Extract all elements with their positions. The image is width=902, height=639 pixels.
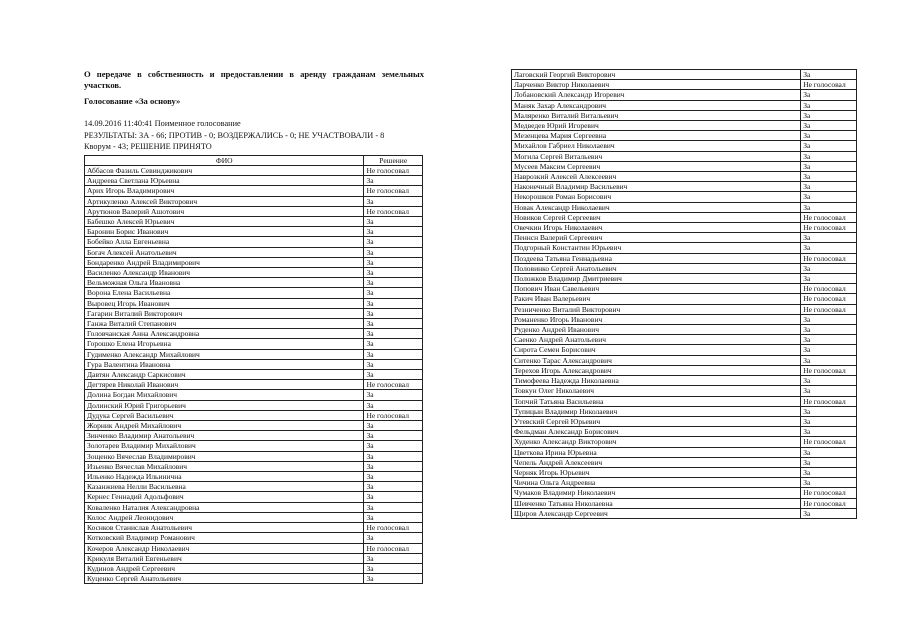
deputy-name-cell: Казанжиева Нелли Васильевна — [85, 482, 364, 492]
table-row — [512, 467, 857, 477]
decision-cell: За — [801, 151, 857, 161]
decision-cell: За — [364, 217, 423, 227]
decision-cell: За — [364, 329, 423, 339]
decision-cell: За — [364, 512, 423, 522]
table-row — [85, 482, 423, 492]
vote-datetime — [84, 119, 424, 130]
right-column — [511, 69, 857, 519]
table-row — [85, 268, 423, 278]
table-row — [85, 206, 423, 216]
deputy-name-cell: Андреева Светлана Юрьевна — [85, 176, 364, 186]
table-row — [512, 161, 857, 171]
decision-cell: Не голосовал — [801, 488, 857, 498]
deputy-name-cell: Зинченко Владимир Анатольевич — [85, 431, 364, 441]
decision-cell: За — [364, 370, 423, 380]
deputy-name-cell: Арих Игорь Владимирович — [85, 186, 364, 196]
table-row — [512, 406, 857, 416]
decision-cell: За — [364, 482, 423, 492]
deputy-name-cell: Пеннсн Валерий Сергеевич — [512, 233, 801, 243]
decision-cell: Не голосовал — [801, 437, 857, 447]
decision-cell: За — [801, 508, 857, 518]
table-row — [85, 359, 423, 369]
deputy-name-cell: Товкун Олег Николаевич — [512, 386, 801, 396]
deputy-name-cell: Выровец Игорь Иванович — [85, 298, 364, 308]
table-row — [85, 237, 423, 247]
decision-cell: Не голосовал — [801, 253, 857, 263]
table-row — [85, 512, 423, 522]
decision-cell: За — [364, 176, 423, 186]
table-row — [85, 339, 423, 349]
deputy-name-cell: Баронин Борис Иванович — [85, 227, 364, 237]
table-row — [85, 410, 423, 420]
votes-table-left — [84, 155, 423, 585]
decision-cell: За — [364, 431, 423, 441]
decision-cell: За — [364, 502, 423, 512]
deputy-name-cell: Ракич Иван Валерьевич — [512, 294, 801, 304]
decision-cell: За — [364, 288, 423, 298]
table-row — [85, 563, 423, 573]
decision-cell: За — [364, 196, 423, 206]
decision-cell: За — [364, 349, 423, 359]
deputy-name-cell: Зощенко Вячеслав Владимирович — [85, 451, 364, 461]
decision-cell: За — [801, 427, 857, 437]
decision-cell: За — [364, 237, 423, 247]
decision-cell: За — [801, 243, 857, 253]
deputy-name-cell: Маляренко Виталий Витальевич — [512, 110, 801, 120]
table-row — [85, 227, 423, 237]
decision-cell: За — [364, 227, 423, 237]
deputy-name-cell: Ворона Елена Васильевна — [85, 288, 364, 298]
decision-cell: Не голосовал — [801, 396, 857, 406]
table-row — [512, 447, 857, 457]
deputy-name-cell: Гура Валентина Ивановна — [85, 359, 364, 369]
table-header-row — [85, 155, 423, 165]
decision-cell: За — [801, 131, 857, 141]
table-row — [512, 253, 857, 263]
decision-cell: Не голосовал — [801, 294, 857, 304]
decision-cell: За — [801, 467, 857, 477]
decision-cell: За — [801, 202, 857, 212]
deputy-name-cell: Новак Александр Николаевич — [512, 202, 801, 212]
decision-cell: За — [364, 319, 423, 329]
deputy-name-cell: Головчанская Анна Александровна — [85, 329, 364, 339]
table-row — [85, 370, 423, 380]
vote-quorum: Кворум - 43; РЕШЕНИЕ ПРИНЯТО — [84, 142, 212, 152]
decision-cell: За — [364, 257, 423, 267]
deputy-name-cell: Долина Богдан Михайлович — [85, 390, 364, 400]
table-row — [512, 243, 857, 253]
deputy-name-cell: Ганжа Виталий Степанович — [85, 319, 364, 329]
table-row — [512, 386, 857, 396]
decision-cell: За — [364, 339, 423, 349]
deputy-name-cell: Топчий Татьяна Васильевна — [512, 396, 801, 406]
table-row — [512, 365, 857, 375]
document-title: О передаче в собственность и предоставлении в аренду гражданам земельных участков. — [84, 69, 424, 90]
table-row — [85, 257, 423, 267]
table-row — [512, 335, 857, 345]
deputy-name-cell: Аббасов Фазиль Севинджикович — [85, 165, 364, 175]
decision-cell: За — [364, 247, 423, 257]
table-row — [85, 176, 423, 186]
deputy-name-cell: Некорошков Роман Борисович — [512, 192, 801, 202]
deputy-name-cell: Романенко Игорь Иванович — [512, 314, 801, 324]
deputy-name-cell: Жорник Андрей Михайлович — [85, 421, 364, 431]
table-row — [512, 110, 857, 120]
table-row — [512, 121, 857, 131]
decision-cell: За — [801, 416, 857, 426]
decision-cell: Не голосовал — [364, 523, 423, 533]
votes-table-right — [511, 69, 857, 519]
decision-cell: За — [364, 298, 423, 308]
table-row — [85, 308, 423, 318]
decision-cell: За — [801, 325, 857, 335]
table-row — [85, 472, 423, 482]
deputy-name-cell: Резниченко Виталий Викторович — [512, 304, 801, 314]
table-row — [85, 533, 423, 543]
table-row — [85, 574, 423, 584]
votes-table-left-body — [85, 165, 423, 583]
deputy-name-cell: Чумаков Владимир Николаевич — [512, 488, 801, 498]
decision-cell: Не голосовал — [364, 410, 423, 420]
deputy-name-cell: Кернес Геннадий Адольфович — [85, 492, 364, 502]
column-header-decision: Решение — [364, 155, 423, 165]
table-row — [512, 151, 857, 161]
table-row — [512, 304, 857, 314]
table-row — [512, 223, 857, 233]
decision-cell: За — [364, 472, 423, 482]
table-row — [512, 457, 857, 467]
decision-cell: За — [801, 406, 857, 416]
decision-cell: За — [801, 314, 857, 324]
decision-cell: За — [801, 100, 857, 110]
decision-cell: За — [364, 533, 423, 543]
deputy-name-cell: Утевский Сергей Юрьевич — [512, 416, 801, 426]
table-row — [85, 298, 423, 308]
decision-cell: За — [801, 161, 857, 171]
deputy-name-cell: Цветкова Ирина Юрьевна — [512, 447, 801, 457]
decision-cell: За — [801, 182, 857, 192]
decision-cell: За — [801, 172, 857, 182]
decision-cell: За — [801, 263, 857, 273]
table-row — [85, 553, 423, 563]
deputy-name-cell: Саенко Андрей Анатольевич — [512, 335, 801, 345]
deputy-name-cell: Кудинов Андрей Сергеевич — [85, 563, 364, 573]
deputy-name-cell: Колос Андрей Леонидович — [85, 512, 364, 522]
deputy-name-cell: Арутюнов Валерий Ашотович — [85, 206, 364, 216]
decision-cell: За — [364, 553, 423, 563]
deputy-name-cell: Дудука Сергей Васильевич — [85, 410, 364, 420]
deputy-name-cell: Куценко Сергей Анатольевич — [85, 574, 364, 584]
table-row — [85, 502, 423, 512]
table-row — [85, 431, 423, 441]
vote-results: РЕЗУЛЬТАТЫ: ЗА - 66; ПРОТИВ - 0; ВОЗДЕРЖАЛИСЬ - 0; НЕ УЧАСТВОВАЛИ - 8 — [84, 130, 385, 140]
deputy-name-cell: Дегтярев Николай Иванович — [85, 380, 364, 390]
deputy-name-cell: Руденко Андрей Иванович — [512, 325, 801, 335]
table-row — [85, 523, 423, 533]
deputy-name-cell: Артикуленко Алексей Викторович — [85, 196, 364, 206]
deputy-name-cell: Вельможная Ольга Ивановна — [85, 278, 364, 288]
deputy-name-cell: Долинский Юрий Григорьевич — [85, 400, 364, 410]
decision-cell: Не голосовал — [801, 284, 857, 294]
decision-cell: За — [364, 359, 423, 369]
deputy-name-cell: Половинко Сергей Анатольевич — [512, 263, 801, 273]
table-row — [85, 451, 423, 461]
table-row — [85, 165, 423, 175]
table-row — [512, 345, 857, 355]
decision-cell: За — [801, 355, 857, 365]
decision-cell: Не голосовал — [364, 380, 423, 390]
table-row — [512, 314, 857, 324]
decision-cell: За — [801, 90, 857, 100]
decision-cell: За — [364, 492, 423, 502]
deputy-name-cell: Фельдман Александр Борисович — [512, 427, 801, 437]
decision-cell: За — [801, 141, 857, 151]
deputy-name-cell: Василенко Александр Иванович — [85, 268, 364, 278]
table-row — [85, 217, 423, 227]
vote-subtitle: Голосование «За основу» — [84, 96, 181, 106]
table-row — [85, 421, 423, 431]
decision-cell: За — [364, 390, 423, 400]
deputy-name-cell: Горошко Елена Игорьевна — [85, 339, 364, 349]
decision-cell: За — [801, 386, 857, 396]
decision-cell: За — [801, 192, 857, 202]
deputy-name-cell: Черняк Игорь Юрьевич — [512, 467, 801, 477]
deputy-name-cell: Тимофеева Надежда Николаевна — [512, 376, 801, 386]
deputy-name-cell: Мезенцева Мария Сергеевна — [512, 131, 801, 141]
decision-cell: За — [801, 121, 857, 131]
deputy-name-cell: Коваленко Наталия Александровна — [85, 502, 364, 512]
decision-cell: Не голосовал — [364, 165, 423, 175]
deputy-name-cell: Попович Иван Савельевич — [512, 284, 801, 294]
deputy-name-cell: Ситенко Тарас Александрович — [512, 355, 801, 365]
column-header-name: ФИО — [85, 155, 364, 165]
deputy-name-cell: Котковский Владимир Романович — [85, 533, 364, 543]
table-row — [85, 492, 423, 502]
table-row — [85, 390, 423, 400]
deputy-name-cell: Поздеева Татьяна Геннадьевна — [512, 253, 801, 263]
decision-cell: За — [364, 441, 423, 451]
table-row — [512, 131, 857, 141]
deputy-name-cell: Ларченко Виктор Николаевич — [512, 80, 801, 90]
deputy-name-cell: Давтян Александр Саркисович — [85, 370, 364, 380]
deputy-name-cell: Шевченко Татьяна Николаевна — [512, 498, 801, 508]
left-column — [84, 69, 424, 584]
table-row — [512, 263, 857, 273]
deputy-name-cell: Чичина Ольга Андреевна — [512, 478, 801, 488]
table-row — [512, 376, 857, 386]
table-row — [512, 212, 857, 222]
table-row — [512, 478, 857, 488]
decision-cell: Не голосовал — [364, 543, 423, 553]
vote-datetime-text: 14.09.2016 11:40:41 Поименное голосование — [84, 119, 241, 128]
deputy-name-cell: Кочеров Александр Николаевич — [85, 543, 364, 553]
votes-table-right-body — [512, 70, 857, 519]
deputy-name-cell: Гагарин Виталий Викторович — [85, 308, 364, 318]
decision-cell: За — [801, 457, 857, 467]
deputy-name-cell: Гудименко Александр Михайлович — [85, 349, 364, 359]
decision-cell: Не голосовал — [801, 304, 857, 314]
deputy-name-cell: Золотарев Владимир Михайлович — [85, 441, 364, 451]
decision-cell: Не голосовал — [801, 365, 857, 375]
decision-cell: За — [364, 278, 423, 288]
deputy-name-cell: Бобейко Алла Евгеньевна — [85, 237, 364, 247]
decision-cell: За — [364, 574, 423, 584]
table-row — [512, 284, 857, 294]
deputy-name-cell: Терехов Игорь Александрович — [512, 365, 801, 375]
deputy-name-cell: Изьенко Вячеслав Михайлович — [85, 461, 364, 471]
decision-cell: За — [801, 110, 857, 120]
table-row — [512, 427, 857, 437]
table-row — [512, 274, 857, 284]
deputy-name-cell: Бондаренко Андрей Владимирович — [85, 257, 364, 267]
decision-cell: За — [364, 461, 423, 471]
table-row — [512, 172, 857, 182]
table-row — [512, 90, 857, 100]
table-row — [512, 355, 857, 365]
decision-cell: За — [801, 274, 857, 284]
deputy-name-cell: Крикуля Виталий Евгеньевич — [85, 553, 364, 563]
deputy-name-cell: Наконечный Владимир Васильевич — [512, 182, 801, 192]
decision-cell: За — [801, 447, 857, 457]
table-row — [512, 70, 857, 80]
decision-cell: За — [364, 268, 423, 278]
decision-cell: За — [801, 345, 857, 355]
table-row — [85, 196, 423, 206]
deputy-name-cell: Овечкин Игорь Николаевич — [512, 223, 801, 233]
deputy-name-cell: Коснков Станислав Анатольевич — [85, 523, 364, 533]
table-row — [85, 288, 423, 298]
table-row — [512, 141, 857, 151]
deputy-name-cell: Наврозкий Алексей Алексеевич — [512, 172, 801, 182]
table-row — [512, 488, 857, 498]
deputy-name-cell: Щиров Александр Сергеевич — [512, 508, 801, 518]
decision-cell: Не голосовал — [801, 80, 857, 90]
decision-cell: За — [364, 400, 423, 410]
deputy-name-cell: Новиков Сергей Сергеевич — [512, 212, 801, 222]
deputy-name-cell: Мусеев Максим Сергеевич — [512, 161, 801, 171]
deputy-name-cell: Подгорный Константин Юрьевич — [512, 243, 801, 253]
decision-cell: За — [801, 376, 857, 386]
table-row — [512, 396, 857, 406]
table-row — [512, 325, 857, 335]
decision-cell: За — [801, 335, 857, 345]
decision-cell: За — [801, 233, 857, 243]
table-row — [85, 441, 423, 451]
deputy-name-cell: Худенко Александр Викторович — [512, 437, 801, 447]
decision-cell: За — [364, 451, 423, 461]
table-row — [512, 80, 857, 90]
table-row — [512, 192, 857, 202]
table-row — [512, 294, 857, 304]
deputy-name-cell: Богач Алексей Анатольевич — [85, 247, 364, 257]
decision-cell: За — [364, 563, 423, 573]
table-row — [512, 437, 857, 447]
table-row — [512, 498, 857, 508]
deputy-name-cell: Положков Владимир Дмитриевич — [512, 274, 801, 284]
table-row — [85, 349, 423, 359]
table-row — [512, 416, 857, 426]
deputy-name-cell: Михайлов Габриел Николаевич — [512, 141, 801, 151]
table-row — [85, 329, 423, 339]
deputy-name-cell: Медведев Юрий Игоревич — [512, 121, 801, 131]
deputy-name-cell: Чепель Андрей Алексеевич — [512, 457, 801, 467]
decision-cell: Не голосовал — [364, 186, 423, 196]
deputy-name-cell: Ильенко Надежда Ильинична — [85, 472, 364, 482]
table-row — [512, 508, 857, 518]
table-row — [85, 319, 423, 329]
table-row — [85, 247, 423, 257]
decision-cell: Не голосовал — [801, 223, 857, 233]
deputy-name-cell: Лаговский Георгий Викторович — [512, 70, 801, 80]
decision-cell: За — [801, 70, 857, 80]
table-row — [512, 233, 857, 243]
decision-cell: Не голосовал — [801, 498, 857, 508]
table-row — [512, 100, 857, 110]
table-row — [85, 186, 423, 196]
decision-cell: Не голосовал — [364, 206, 423, 216]
decision-cell: Не голосовал — [801, 212, 857, 222]
table-row — [85, 461, 423, 471]
table-row — [85, 543, 423, 553]
table-row — [85, 400, 423, 410]
table-row — [512, 182, 857, 192]
table-row — [512, 202, 857, 212]
deputy-name-cell: Могила Сергей Витальевич — [512, 151, 801, 161]
table-row — [85, 278, 423, 288]
deputy-name-cell: Сирота Семен Борисович — [512, 345, 801, 355]
deputy-name-cell: Маняк Захар Александрович — [512, 100, 801, 110]
deputy-name-cell: Лобановский Александр Игоревич — [512, 90, 801, 100]
decision-cell: За — [364, 421, 423, 431]
decision-cell: За — [364, 308, 423, 318]
decision-cell: За — [801, 478, 857, 488]
table-row — [85, 380, 423, 390]
deputy-name-cell: Тупицын Владимир Николаевич — [512, 406, 801, 416]
deputy-name-cell: Бабешко Алексей Юрьевич — [85, 217, 364, 227]
